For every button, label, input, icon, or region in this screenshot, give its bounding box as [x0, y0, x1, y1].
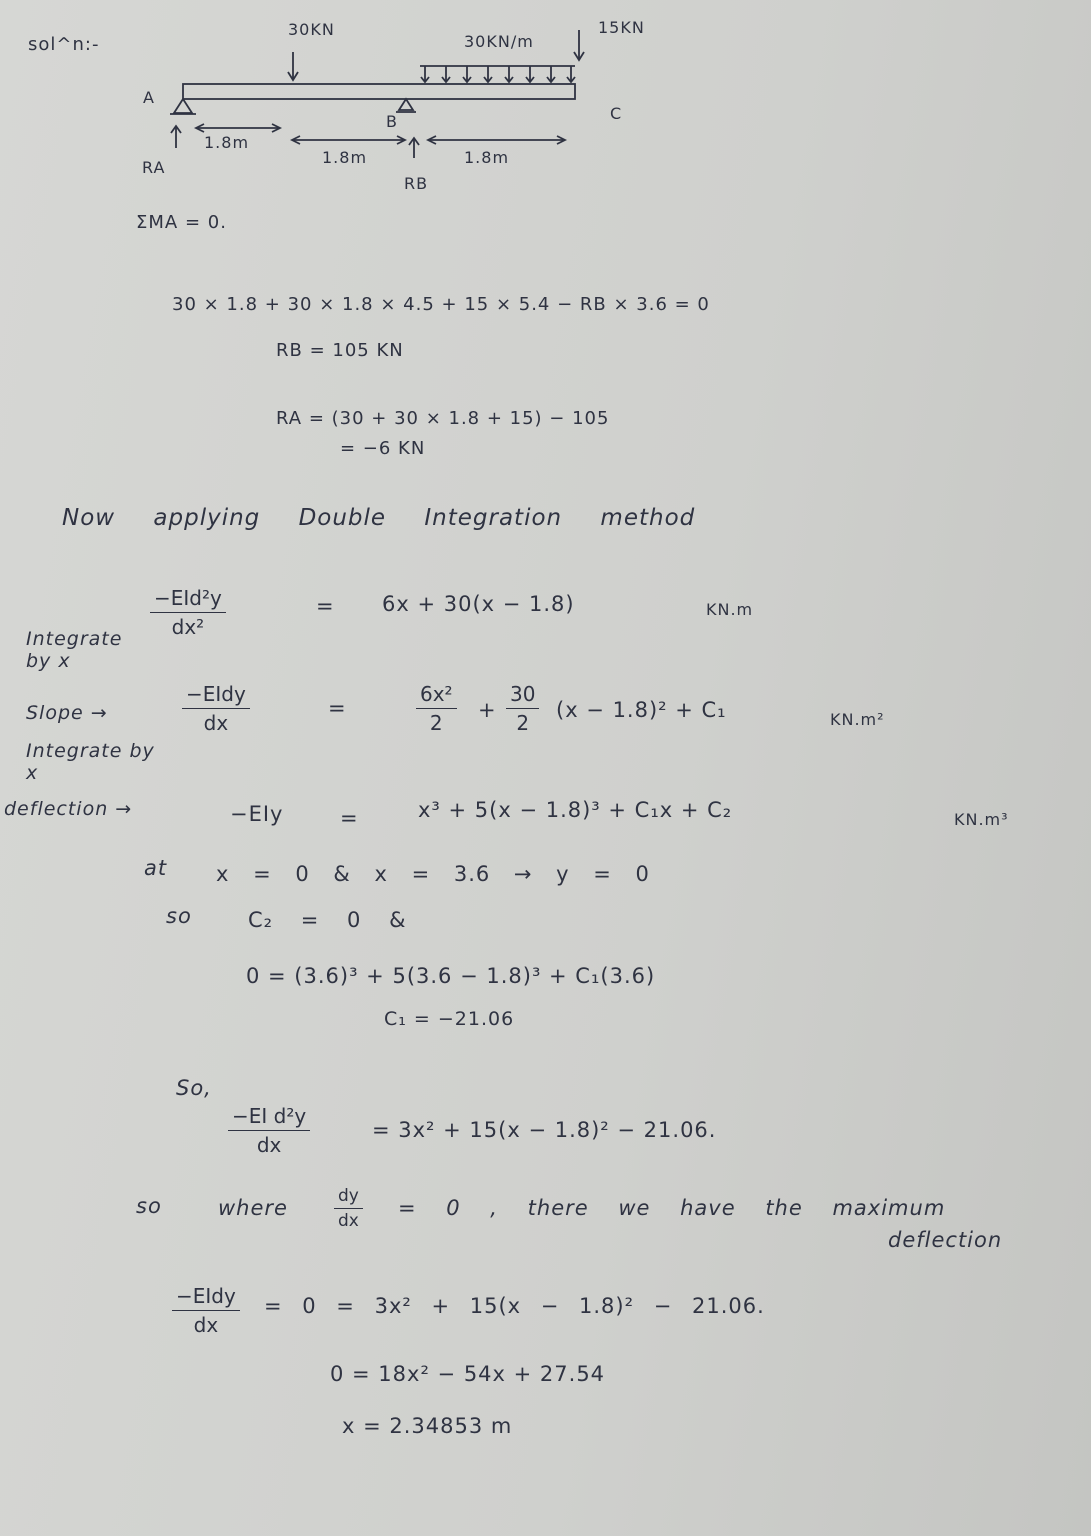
slope-label: Slope →	[26, 702, 108, 724]
curvature-lhs-bottom: dx²	[171, 615, 205, 639]
dydx-fraction	[334, 1186, 363, 1231]
deflection-word: deflection	[888, 1228, 1003, 1252]
eq2-lhs-top: −EIdy	[172, 1284, 240, 1311]
span-2-label: 1.8m	[322, 148, 368, 167]
eq2-rest: = 0 = 3x² + 15(x − 1.8)² − 21.06.	[264, 1294, 765, 1318]
slope-lhs-top: −EIdy	[182, 682, 250, 709]
boundary-condition: x = 0 & x = 3.6 → y = 0	[216, 862, 650, 886]
integrate-note-2: Integrate by x	[26, 740, 155, 784]
dydx-bottom: dx	[338, 1211, 359, 1231]
pin-support-a	[174, 99, 192, 113]
slope-term-2-top: 30	[506, 682, 539, 709]
c1-equation: 0 = (3.6)³ + 5(3.6 − 1.8)³ + C₁(3.6)	[246, 964, 656, 988]
at-label: at	[144, 856, 168, 880]
point-load-1-label: 30KN	[288, 20, 335, 39]
max-lhs-bottom: dx	[256, 1133, 282, 1157]
so-label-3: so	[136, 1194, 162, 1218]
moment-sum: ΣMA = 0.	[136, 212, 227, 233]
point-a-label: A	[143, 88, 155, 107]
curvature-lhs-top: −EId²y	[150, 586, 226, 613]
deflection-rhs: x³ + 5(x − 1.8)³ + C₁x + C₂	[418, 798, 733, 822]
slope-unit: KN.m²	[830, 710, 885, 729]
slope-term-2-bottom: 2	[516, 711, 530, 735]
max-lhs	[228, 1104, 310, 1157]
c1-result: C₁ = −21.06	[384, 1008, 515, 1030]
x-result: x = 2.34853 m	[342, 1414, 513, 1438]
curvature-equals: =	[316, 594, 335, 618]
span-1-label: 1.8m	[204, 133, 250, 152]
rb-result: RB = 105 KN	[276, 340, 404, 361]
eq2-lhs-bottom: dx	[193, 1313, 219, 1337]
slope-lhs-bottom: dx	[203, 711, 229, 735]
method-heading: Now applying Double Integration method	[62, 505, 696, 531]
dydx-top: dy	[334, 1186, 363, 1209]
point-load-2-label: 15KN	[598, 18, 645, 37]
moment-equation: 30 × 1.8 + 30 × 1.8 × 4.5 + 15 × 5.4 − RB × 3.6 = 0	[172, 294, 710, 315]
max-equation: = 3x² + 15(x − 1.8)² − 21.06.	[372, 1118, 717, 1142]
beam-diagram	[0, 0, 1091, 220]
integrate-note-1: Integrate by x	[26, 628, 123, 672]
deflection-equals: =	[340, 806, 359, 830]
slope-term-1-top: 6x²	[416, 682, 457, 709]
c2-result: C₂ = 0 &	[248, 908, 407, 932]
curvature-lhs	[150, 586, 226, 639]
slope-term-2	[506, 682, 539, 735]
slope-equals: =	[328, 696, 347, 720]
max-lhs-top: −EI d²y	[228, 1104, 310, 1131]
slope-term-1	[416, 682, 457, 735]
curvature-unit: KN.m	[706, 600, 754, 619]
point-b-label: B	[386, 112, 398, 131]
point-c-label: C	[610, 104, 623, 123]
slope-term-2-rest: (x − 1.8)² + C₁	[556, 698, 727, 722]
udl-label: 30KN/m	[464, 32, 534, 51]
reaction-a-label: RA	[142, 158, 166, 177]
ra-equation: RA = (30 + 30 × 1.8 + 15) − 105	[276, 408, 610, 429]
span-3-label: 1.8m	[464, 148, 510, 167]
deflection-lhs: −EIy	[230, 802, 284, 826]
slope-plus: +	[478, 698, 497, 722]
so-label-1: so	[166, 904, 192, 928]
beam-body	[183, 84, 575, 99]
where-rest: = 0 , there we have the maximum	[398, 1196, 946, 1220]
reaction-b-label: RB	[404, 174, 429, 193]
roller-support-b	[399, 99, 413, 110]
where-label: where	[218, 1196, 288, 1220]
deflection-unit: KN.m³	[954, 810, 1009, 829]
slope-lhs	[182, 682, 250, 735]
quadratic-equation: 0 = 18x² − 54x + 27.54	[330, 1362, 606, 1386]
so-label-2: So,	[176, 1076, 212, 1100]
curvature-rhs: 6x + 30(x − 1.8)	[382, 592, 575, 616]
slope-term-1-bottom: 2	[429, 711, 443, 735]
solution-label: sol^n:-	[28, 34, 100, 55]
udl-arrows	[421, 66, 575, 82]
eq2-lhs	[172, 1284, 240, 1337]
deflection-label: deflection →	[4, 798, 133, 820]
ra-result: = −6 KN	[340, 438, 426, 459]
